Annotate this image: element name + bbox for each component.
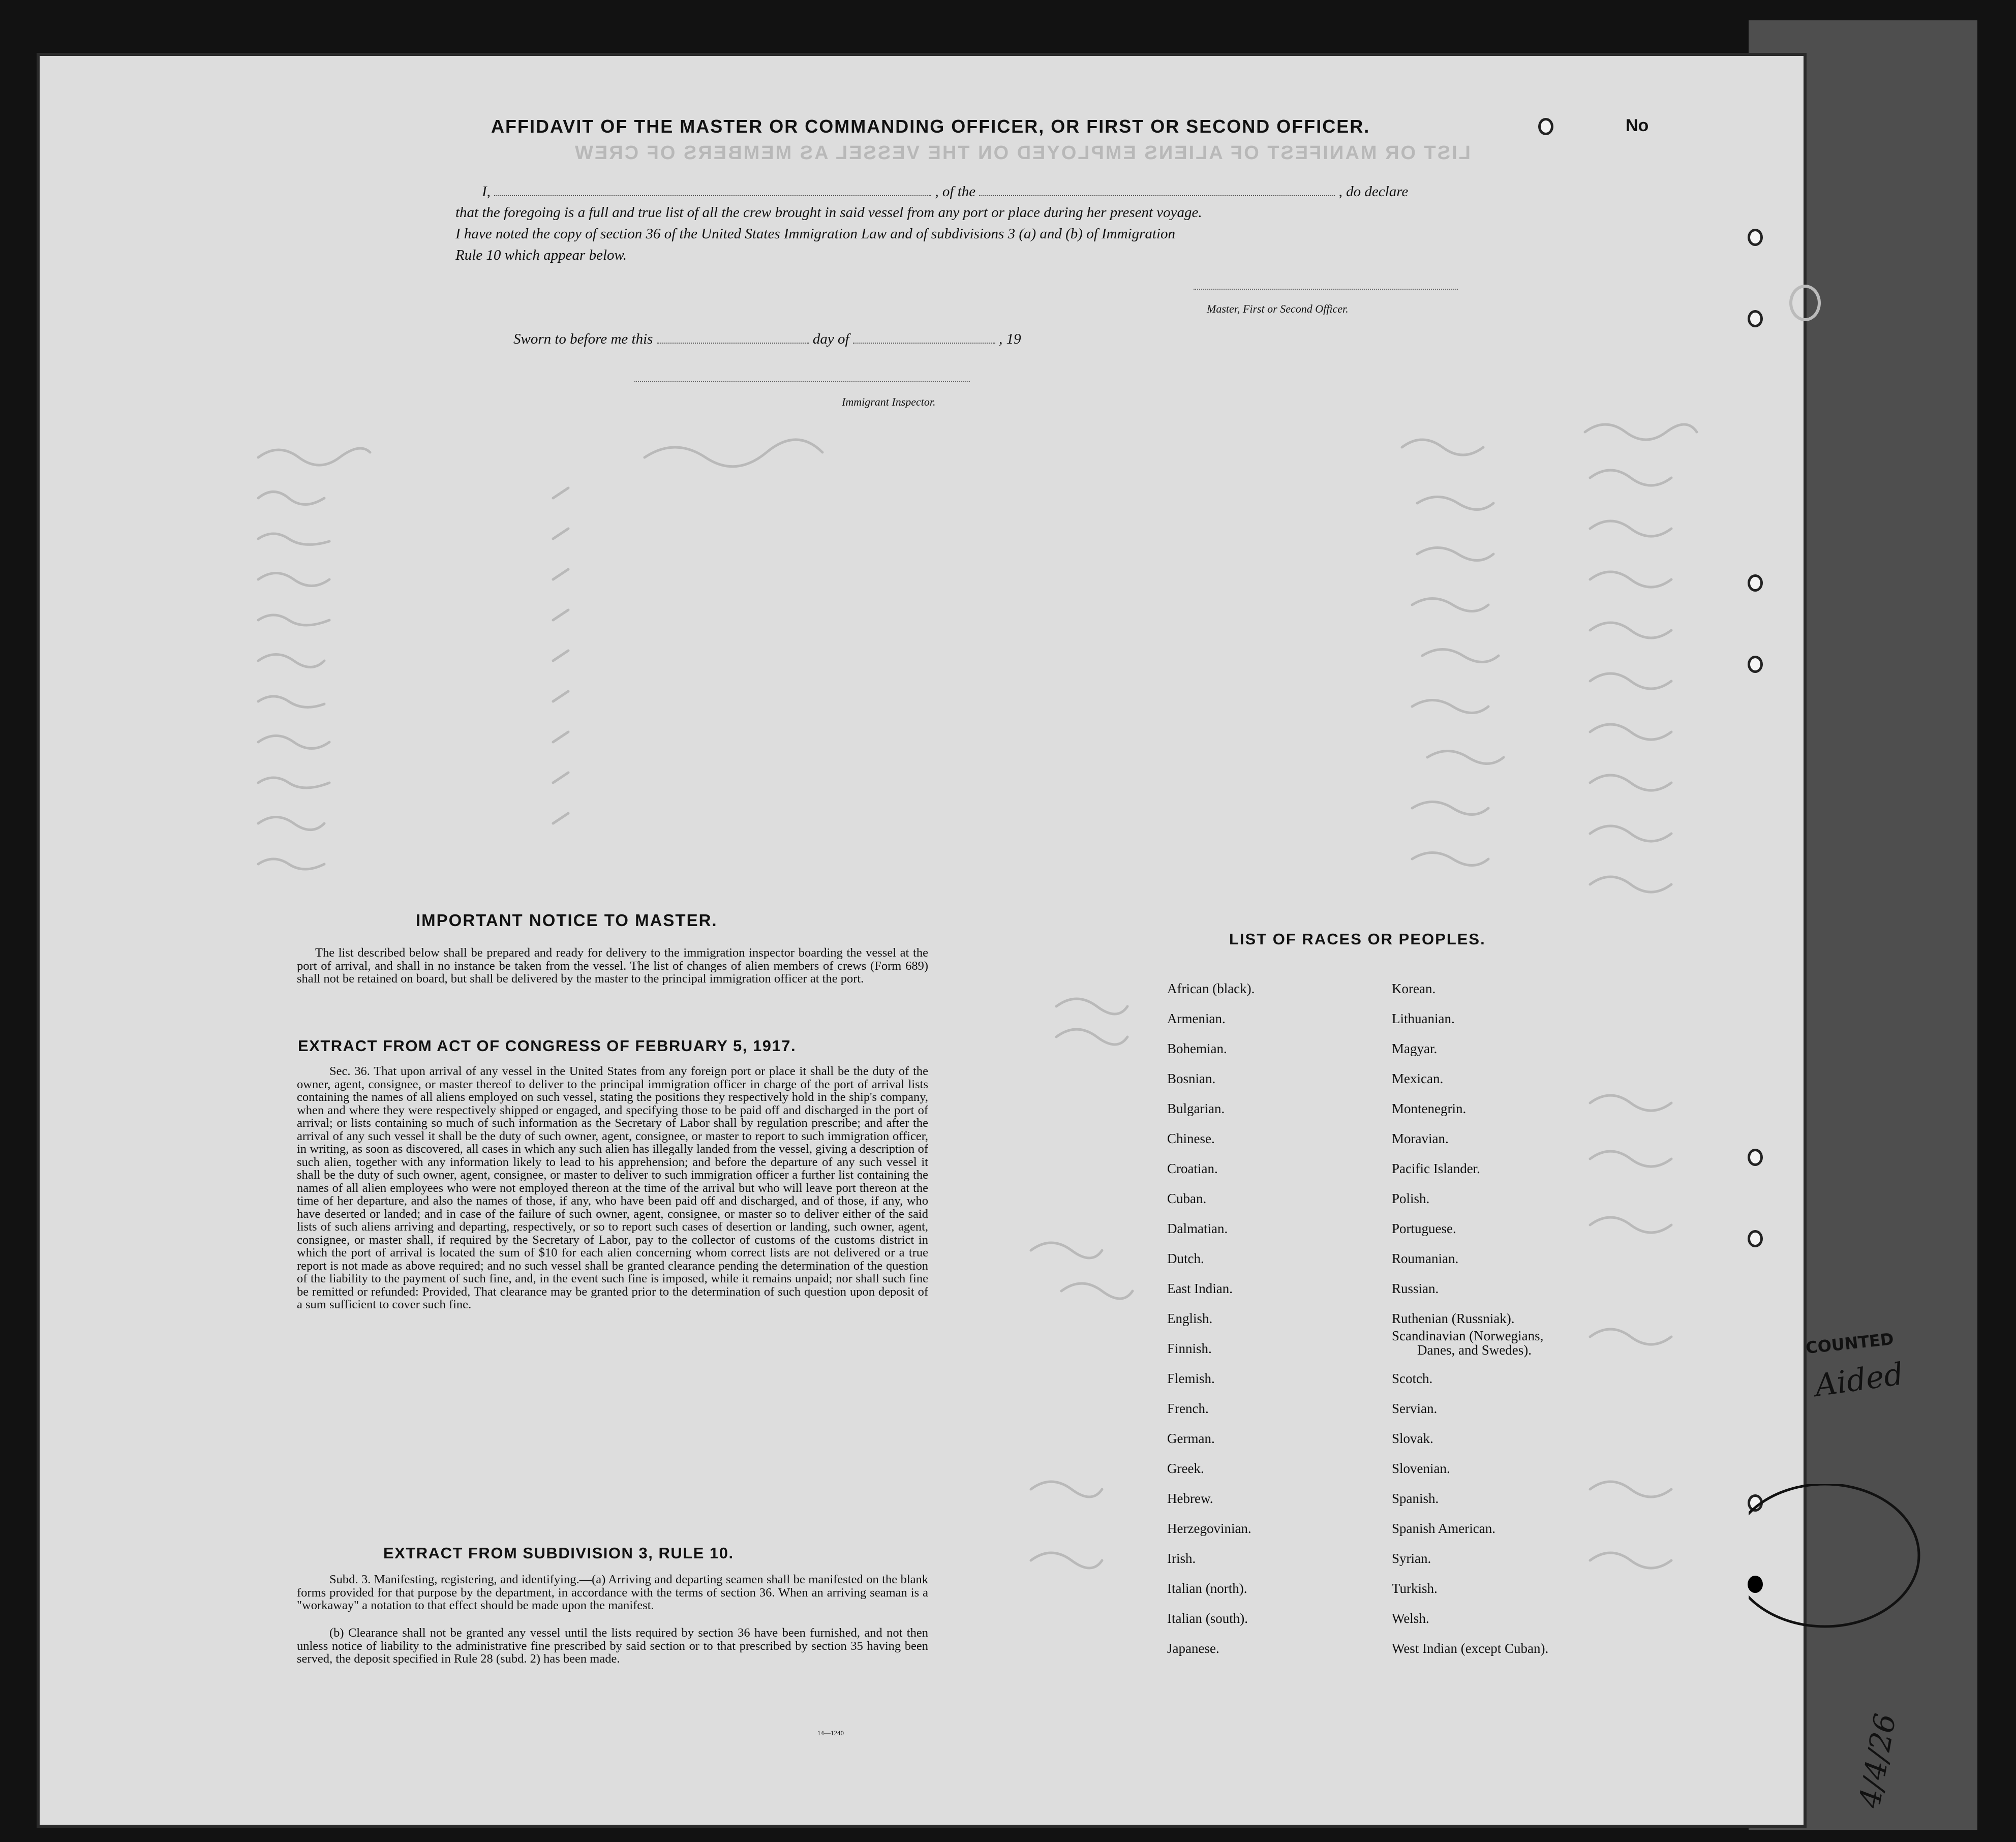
number-mark: No: [1626, 116, 1649, 135]
race-left-item: Herzegovinian.: [1167, 1521, 1251, 1536]
race-left-item: English.: [1167, 1311, 1213, 1326]
affidavit-do-declare: , do declare: [1338, 183, 1409, 200]
race-right-item: Mexican.: [1392, 1071, 1444, 1086]
extract-rule-title: EXTRACT FROM SUBDIVISION 3, RULE 10.: [383, 1544, 734, 1562]
affidavit-i-label: I,: [482, 183, 491, 200]
race-right-item: Scandinavian (Norwegians,: [1392, 1328, 1544, 1343]
form-sheet: [40, 56, 1804, 1825]
race-left-item: Finnish.: [1167, 1341, 1212, 1356]
extract-rule-subd-b: (b) Clearance shall not be granted any vessel until the lists required by section 36 have been furnished, and not then unless notice of liability to the administrative fine prescribed by said section or to that prescribed by section 35 having been served, the deposit specified in Rule 28 (subd. 2) has been made.: [297, 1626, 928, 1666]
race-left-item: Bohemian.: [1167, 1041, 1227, 1056]
day-of-label: day of: [812, 331, 849, 347]
form-number: 14—1240: [817, 1729, 844, 1737]
race-left-item: Armenian.: [1167, 1011, 1226, 1026]
race-left-item: German.: [1167, 1431, 1215, 1446]
race-right-item: Spanish.: [1392, 1491, 1439, 1506]
race-right-item: Roumanian.: [1392, 1251, 1459, 1266]
race-left-item: Japanese.: [1167, 1641, 1219, 1656]
affidavit-of-the: , of the: [935, 183, 976, 200]
margin-date: 4/4/26: [1852, 1711, 1903, 1810]
inspector-signature-label: Immigrant Inspector.: [842, 395, 936, 408]
race-right-item: Lithuanian.: [1392, 1011, 1455, 1026]
sworn-label: Sworn to before me this: [513, 331, 653, 347]
race-left-item: Hebrew.: [1167, 1491, 1213, 1506]
counted-stamp-signature: Aided: [1812, 1356, 1906, 1404]
race-right-item: Spanish American.: [1392, 1521, 1495, 1536]
race-right-item: Turkish.: [1392, 1581, 1438, 1596]
affidavit-line-3: I have noted the copy of section 36 of the United States Immigration Law and of subdivisions 3 (a) and (b) of Immigration: [455, 226, 1176, 242]
race-left-item: Dutch.: [1167, 1251, 1204, 1266]
affidavit-title: AFFIDAVIT OF THE MASTER OR COMMANDING OFFICER, OR FIRST OR SECOND OFFICER.: [491, 116, 1370, 137]
race-right-item: Portuguese.: [1392, 1221, 1456, 1236]
master-signature-label: Master, First or Second Officer.: [1207, 302, 1349, 315]
race-right-item: Moravian.: [1392, 1131, 1449, 1146]
affidavit-line-2: that the foregoing is a full and true list of all the crew brought in said vessel from any port or place during her present voyage.: [455, 204, 1202, 221]
affidavit-line-4: Rule 10 which appear below.: [455, 247, 627, 263]
extract-act-title: EXTRACT FROM ACT OF CONGRESS OF FEBRUARY 5, 1917.: [298, 1037, 797, 1055]
bleed-through-handwriting: [40, 56, 1804, 1825]
notice-text: The list described below shall be prepared and ready for delivery to the immigration inspector boarding the vessel at the port of arrival, and shall in no instance be taken from the vessel. The list of changes of alien members of crews (Form 689) shall not be retained on board, but shall be delivered by the master to the principal immigration officer at the port.: [297, 946, 928, 986]
race-right-item: Polish.: [1392, 1191, 1430, 1206]
extract-rule-subd-a: Subd. 3. Manifesting, registering, and identifying.—(a) Arriving and departing seamen shall be manifested on the blank forms provided for that purpose by the department, in accordance with the terms of section 36. When an arriving seaman is a "workaway" a notation to that effect should be made upon the manifest.: [297, 1573, 928, 1612]
race-right-item: Montenegrin.: [1392, 1101, 1467, 1116]
binder-hole: [1748, 656, 1763, 673]
stamp-circle: [1749, 1484, 1932, 1637]
race-left-item: Chinese.: [1167, 1131, 1215, 1146]
binder-hole: [1748, 1149, 1763, 1166]
counted-stamp: COUNTED: [1805, 1329, 1895, 1358]
bleed-through-title: LIST OR MANIFEST OF ALIENS EMPLOYED ON THE VESSEL AS MEMBERS OF CREW: [573, 142, 1471, 164]
binder-hole: [1748, 574, 1763, 592]
race-right-item: Magyar.: [1392, 1041, 1438, 1056]
race-right-item: Scotch.: [1392, 1371, 1433, 1386]
race-left-item: East Indian.: [1167, 1281, 1233, 1296]
race-right-item: Servian.: [1392, 1401, 1438, 1416]
year-label: , 19: [999, 331, 1021, 347]
race-right-item: Ruthenian (Russniak).: [1392, 1311, 1515, 1326]
race-left-item: Cuban.: [1167, 1191, 1207, 1206]
race-left-item: Italian (north).: [1167, 1581, 1247, 1596]
race-right-item: Slovak.: [1392, 1431, 1433, 1446]
race-right-item: Russian.: [1392, 1281, 1439, 1296]
extract-act-text: Sec. 36. That upon arrival of any vessel in the United States from any foreign port or place it shall be the duty of the owner, agent, consignee, or master thereof to deliver to the principal immigration officer in charge of the port of arrival lists containing the names of all aliens employed on such vessel, stating the positions they respectively hold in the ship's company, when and where they were respectively shipped or engaged, and specifying those to be paid off and discharged in the port of arrival; or lists containing so much of such information as the Secretary of Labor shall by regulation prescribe; and after the arrival of any such vessel it shall be the duty of such owner, agent, consignee, or master to report to such immigration officer, in writing, as soon as discovered, all cases in which any such alien has illegally landed from the vessel, giving a description of such alien, together with any information likely to lead to his apprehension; and before the departure of any such vessel it shall be the duty of such owner, agent, consignee, or master to deliver to such immigration officer a further list containing the names of all alien employees who were not employed thereon at the time of the arrival but who will leave port thereon at the time of her departure, and also the names of those, if any, who have been paid off and discharged, and of those, if any, who have deserted or landed; and in case of the failure of such owner, agent, consignee, or master so to deliver either of the said lists of such aliens arriving and departing, respectively, or so to report such cases of desertion or landing, such owner, agent, consignee, or master shall, if required by the Secretary of Labor, pay to the collector of customs of the customs district in which the port of arrival is located the sum of $10 for each alien concerning whom correct lists are not delivered or a true report is not made as above required; and no such vessel shall be granted clearance pending the determination of the question of the liability to the payment of such fine, and, in the event such fine is imposed, while it remains unpaid; nor shall such fine be remitted or refunded: Provided, That clearance may be granted prior to the determination of such question upon deposit of a sum sufficient to cover such fine.: [297, 1064, 928, 1311]
race-left-item: Greek.: [1167, 1461, 1204, 1476]
race-right-item: Korean.: [1392, 981, 1436, 996]
race-right-item: Slovenian.: [1392, 1461, 1450, 1476]
race-left-item: French.: [1167, 1401, 1209, 1416]
race-right-item: Welsh.: [1392, 1611, 1429, 1626]
races-title: LIST OF RACES OR PEOPLES.: [1229, 930, 1486, 948]
race-right-item: West Indian (except Cuban).: [1392, 1641, 1549, 1656]
race-left-item: Italian (south).: [1167, 1611, 1248, 1626]
race-left-item: Bosnian.: [1167, 1071, 1216, 1086]
race-left-item: Bulgarian.: [1167, 1101, 1225, 1116]
race-right-item: Syrian.: [1392, 1551, 1431, 1566]
race-right-item: Danes, and Swedes).: [1417, 1342, 1532, 1358]
race-left-item: Dalmatian.: [1167, 1221, 1228, 1236]
race-left-item: African (black).: [1167, 981, 1255, 996]
race-right-item: Pacific Islander.: [1392, 1161, 1480, 1176]
binder-hole: [1538, 118, 1553, 135]
binder-hole: [1748, 310, 1763, 327]
notice-title: IMPORTANT NOTICE TO MASTER.: [416, 911, 718, 930]
binder-hole: [1748, 229, 1763, 246]
binder-hole: [1748, 1230, 1763, 1247]
race-left-item: Flemish.: [1167, 1371, 1215, 1386]
race-left-item: Irish.: [1167, 1551, 1196, 1566]
race-left-item: Croatian.: [1167, 1161, 1218, 1176]
circle-mark: [1789, 285, 1821, 321]
